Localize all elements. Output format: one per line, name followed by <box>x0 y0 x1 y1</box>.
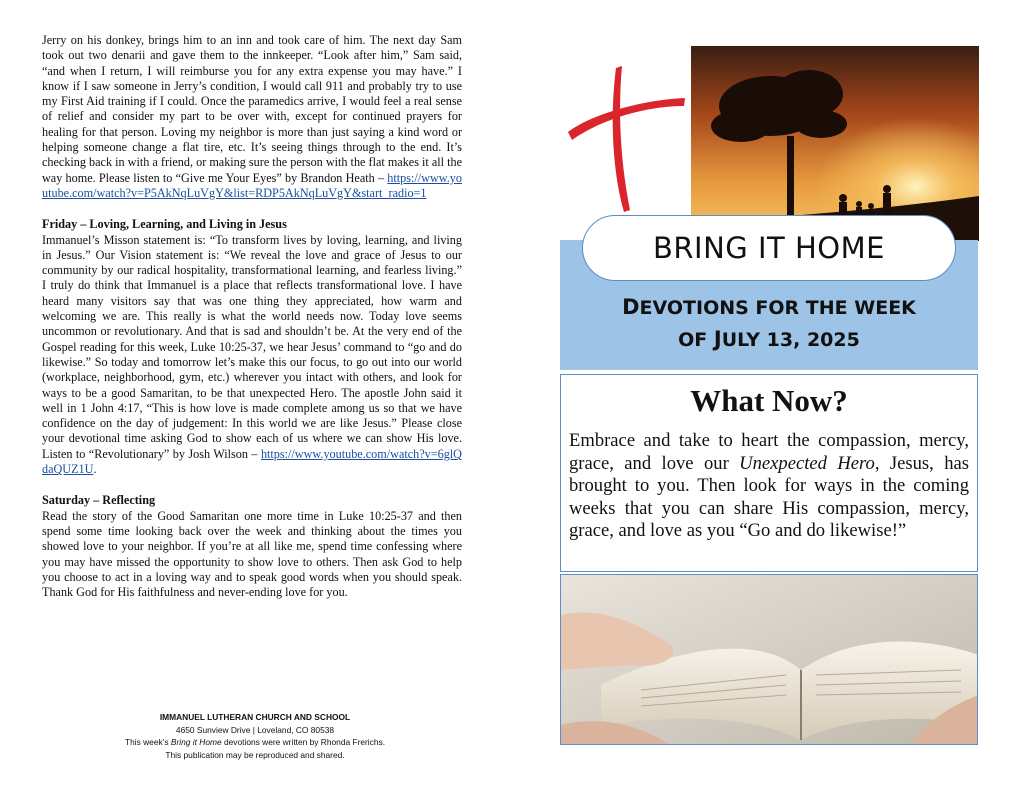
give-me-your-eyes-link[interactable]: https://www.youtube.com/watch?v=P5AkNqLuVgY&list=RDP5AkNqLuVgY&start_radio=1 <box>42 170 462 200</box>
page-title: BRING IT HOME <box>582 215 956 281</box>
what-now-box <box>560 374 978 572</box>
sunset-family-photo <box>691 46 979 241</box>
friday-heading: Friday – Loving, Learning, and Living in Jesus <box>42 217 287 232</box>
cross-icon <box>560 60 690 220</box>
thursday-continued-paragraph: Jerry on his donkey, brings him to an inn and took care of him. The next day Sam took out two denarii and gave them to the innkeeper. “Look after him,” Sam said, “and when I return, I will reimburse you for any extra expense you may have.” I know if I saw someone in Jerry’s condition, I would call 911 and probably try to use my First Aid training if I could. Once the paramedics arrive, I would feel a real sense of relief and consider my part to be over with, except for continued prayers for healing for that person. Loving my neighbor is more than just saying a kind word or helping someone change a flat tire, etc. It’s seeing things through to the end. It’s checking back in with a friend, or making sure the person with the flat makes it all the way home. Please listen to “Give me Your Eyes” by Brandon Heath – https://www.youtube.com/watch?v=P5AkNqLuVgY&list=RDP5AkNqLuVgY&start_radio=1 <box>42 33 462 200</box>
saturday-heading: Saturday – Reflecting <box>42 493 156 508</box>
devotion-text-column <box>42 33 462 600</box>
author-credit: This week’s Bring it Home devotions were written by Rhonda Frerichs. <box>124 737 386 747</box>
reproduction-note: This publication may be reproduced and shared. <box>165 749 345 760</box>
friday-paragraph: Immanuel’s Misson statement is: “To transform lives by loving, learning, and living in Jesus.” Our Vision statement is: “We reveal the love and grace of Jesus to our community by our radical hospitality, transformational learning, and fearless living.” I truly do think that Immanuel is a place that reflects transformational love. I have heard many visitors say that was one thing they appreciated, how warm and welcoming we are. This really is what the world needs now. Today love seems uncommon or revolutionary. And that is sad and shouldn’t be. At the very end of the Gospel reading for this week, Luke 10:25-37, we hear Jesus’ command to “go and do likewise.” So today and tomorrow let’s make this our focus, to go out into our world (workplace, neighborhood, gym, etc.) wherever you intact with others, and look for ways to be a good Samaritan, to be that unexpected Hero. The apostle John said it well in 1 John 4:17, “This is how love is made complete among us so that we have confidence on the day of judgement: In this world we are like Jesus.” Please close your devotional time asking God to show each of us where we can show His love. Listen to “Revolutionary” by Josh Wilson – https://www.youtube.com/watch?v=6glQdaQUZ1U. <box>42 232 462 477</box>
church-address: 4650 Sunview Drive | Loveland, CO 80538 <box>175 724 335 735</box>
devotions-subtitle-line1: DEVOTIONS FOR THE WEEK <box>622 295 916 319</box>
open-bible-photo <box>560 574 978 745</box>
publication-footer <box>60 711 450 761</box>
revolutionary-link[interactable]: https://www.youtube.com/watch?v=6glQdaQUZ1U <box>42 446 462 477</box>
saturday-paragraph: Read the story of the Good Samaritan one more time in Luke 10:25-37 and then spend some time looking back over the week and thinking about the times you showed love to your neighbor. If you’re at all like me, spend time confessing where you may have missed the opportunity to show love to others. Then ask God to help you choose to act in a loving way and to speak good words when you should speak. Thank God for His faithfulness and never-ending love for you. <box>42 508 462 600</box>
church-name: IMMANUEL LUTHERAN CHURCH AND SCHOOL <box>159 712 351 722</box>
what-now-title: What Now? <box>690 383 848 418</box>
what-now-body: Embrace and take to heart the compassion, mercy, grace, and love our Unexpected Hero, Jesus, has brought to you. Then look for ways in the coming weeks that you can share His compassion, mercy, grace, and love as you “Go and do likewise!” <box>569 430 970 541</box>
devotions-subtitle-line2: OF JULY 13, 2025 <box>678 327 860 351</box>
